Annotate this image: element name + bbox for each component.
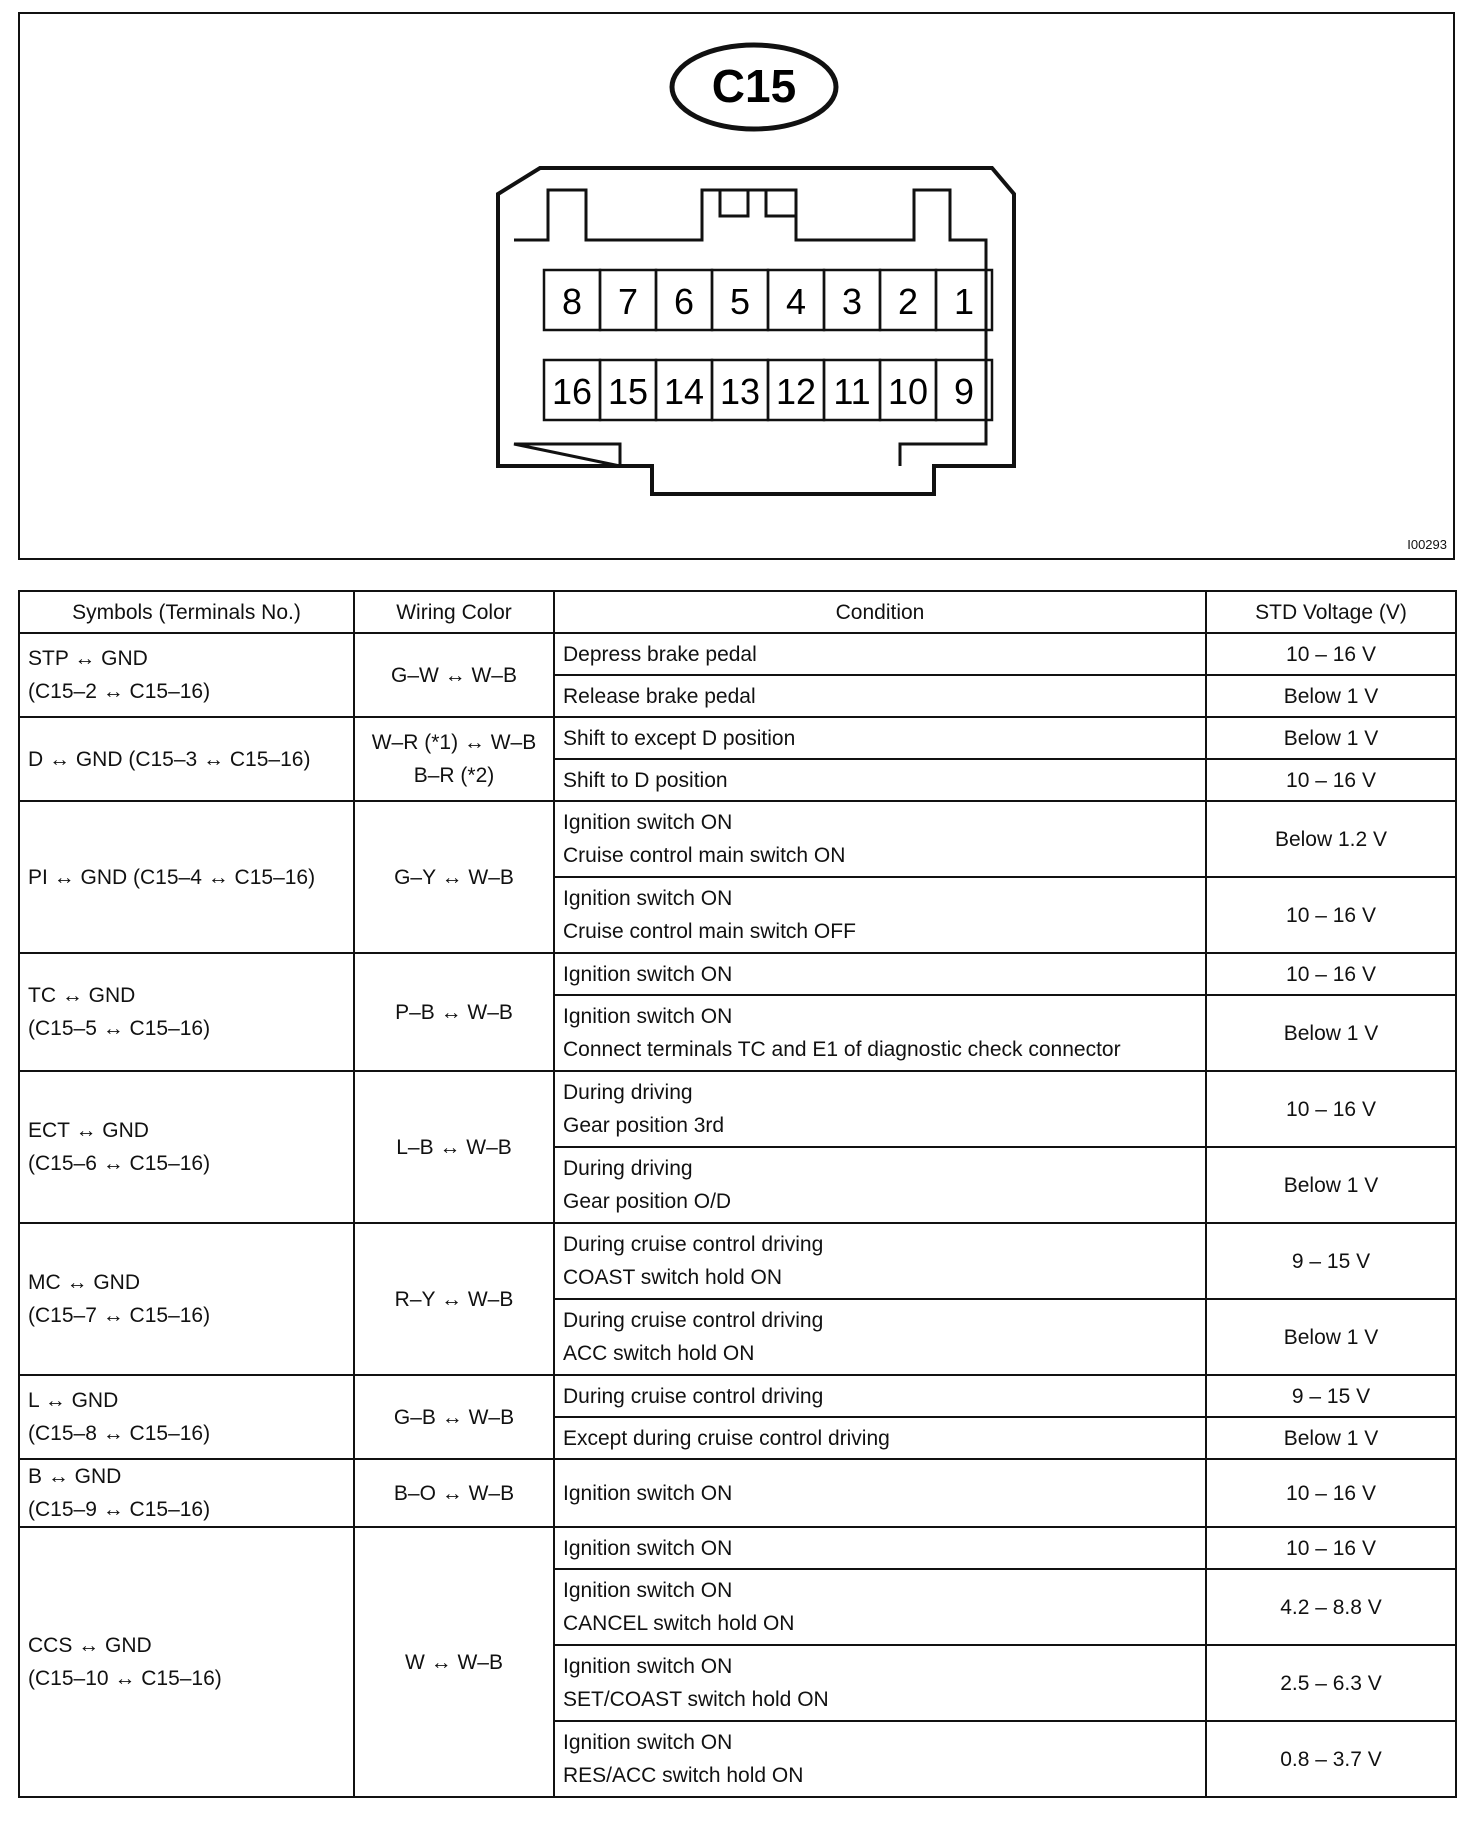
condition-cell bbox=[554, 1569, 1206, 1645]
wiring-color-cell bbox=[354, 1459, 554, 1527]
wiring-color-cell-line: P–B ↔ W–B bbox=[395, 1000, 513, 1024]
condition-cell-line: Ignition switch ON bbox=[563, 1655, 733, 1678]
condition-cell-line: SET/COAST switch hold ON bbox=[563, 1688, 829, 1711]
std-voltage-cell: 10 – 16 V bbox=[1206, 633, 1456, 675]
condition-cell-line: Shift to except D position bbox=[563, 726, 796, 750]
table-row bbox=[19, 1527, 1456, 1569]
condition-cell bbox=[554, 801, 1206, 877]
std-voltage-cell: 2.5 – 6.3 V bbox=[1206, 1645, 1456, 1721]
condition-cell-line: Connect terminals TC and E1 of diagnostic check connector bbox=[563, 1038, 1121, 1061]
pin-number: 4 bbox=[785, 281, 807, 322]
table-row bbox=[19, 1459, 1456, 1527]
pin-number: 16 bbox=[551, 371, 593, 412]
table-row bbox=[19, 633, 1456, 675]
condition-cell-line: Ignition switch ON bbox=[563, 1579, 733, 1602]
pin-number: 9 bbox=[953, 371, 975, 412]
condition-cell-line: Depress brake pedal bbox=[563, 642, 757, 666]
std-voltage-cell: Below 1 V bbox=[1206, 717, 1456, 759]
connector-diagram bbox=[18, 12, 1455, 560]
condition-cell bbox=[554, 1527, 1206, 1569]
condition-cell-line: Shift to D position bbox=[563, 768, 728, 792]
std-voltage-cell: 10 – 16 V bbox=[1206, 1527, 1456, 1569]
header-symbols: Symbols (Terminals No.) bbox=[19, 591, 354, 633]
symbol-cell bbox=[19, 1527, 354, 1797]
wiring-color-cell bbox=[354, 1375, 554, 1459]
symbol-cell bbox=[19, 633, 354, 717]
wiring-color-cell-line: B–O ↔ W–B bbox=[393, 1481, 515, 1505]
condition-cell-line: Ignition switch ON bbox=[563, 962, 733, 986]
pin-row-bottom bbox=[544, 360, 992, 420]
table-row bbox=[19, 801, 1456, 877]
symbol-cell-line: STP ↔ GND bbox=[28, 647, 148, 670]
pin-number: 14 bbox=[663, 371, 705, 412]
pin-number: 7 bbox=[617, 281, 639, 322]
condition-cell-line: During driving bbox=[563, 1081, 693, 1104]
pin-row-top bbox=[544, 270, 992, 330]
symbol-cell-line: ECT ↔ GND bbox=[28, 1119, 149, 1142]
wiring-color-cell-line: L–B ↔ W–B bbox=[396, 1135, 512, 1159]
std-voltage-cell: 10 – 16 V bbox=[1206, 877, 1456, 953]
std-voltage-cell: Below 1 V bbox=[1206, 1299, 1456, 1375]
condition-cell bbox=[554, 717, 1206, 759]
symbol-cell-line: TC ↔ GND bbox=[28, 984, 136, 1007]
std-voltage-cell: Below 1 V bbox=[1206, 1147, 1456, 1223]
symbol-cell-line: MC ↔ GND bbox=[28, 1271, 140, 1294]
wiring-color-cell bbox=[354, 717, 554, 801]
table-row bbox=[19, 1375, 1456, 1417]
symbol-cell-line: D ↔ GND (C15–3 ↔ C15–16) bbox=[28, 747, 311, 771]
symbol-cell-line: (C15–9 ↔ C15–16) bbox=[28, 1498, 211, 1521]
table-row bbox=[19, 717, 1456, 759]
symbol-cell-line: L ↔ GND bbox=[28, 1389, 119, 1412]
symbol-cell-line: B ↔ GND bbox=[28, 1465, 122, 1488]
std-voltage-cell: 0.8 – 3.7 V bbox=[1206, 1721, 1456, 1797]
std-voltage-cell: Below 1.2 V bbox=[1206, 801, 1456, 877]
condition-cell-line: During cruise control driving bbox=[563, 1384, 824, 1408]
wiring-color-cell bbox=[354, 1223, 554, 1375]
condition-cell bbox=[554, 675, 1206, 717]
pin-number: 1 bbox=[953, 281, 975, 322]
symbol-cell-line: PI ↔ GND (C15–4 ↔ C15–16) bbox=[28, 865, 316, 889]
connector-latch bbox=[720, 190, 796, 216]
std-voltage-cell: 10 – 16 V bbox=[1206, 759, 1456, 801]
pin-number: 5 bbox=[729, 281, 751, 322]
std-voltage-cell: 9 – 15 V bbox=[1206, 1223, 1456, 1299]
condition-cell bbox=[554, 1223, 1206, 1299]
condition-cell bbox=[554, 1721, 1206, 1797]
wiring-color-cell bbox=[354, 1071, 554, 1223]
condition-cell bbox=[554, 1375, 1206, 1417]
symbol-cell-line: (C15–2 ↔ C15–16) bbox=[28, 680, 211, 703]
condition-cell-line: Ignition switch ON bbox=[563, 887, 733, 910]
symbol-cell-line: (C15–5 ↔ C15–16) bbox=[28, 1017, 211, 1040]
wiring-color-cell-line: W ↔ W–B bbox=[405, 1650, 503, 1674]
pin-number: 15 bbox=[607, 371, 649, 412]
connector-drawing bbox=[20, 14, 1457, 562]
condition-cell-line: Cruise control main switch OFF bbox=[563, 920, 856, 943]
table-row bbox=[19, 953, 1456, 995]
wiring-color-cell-line: G–Y ↔ W–B bbox=[394, 865, 514, 889]
symbol-cell bbox=[19, 1223, 354, 1375]
symbol-cell-line: (C15–7 ↔ C15–16) bbox=[28, 1304, 211, 1327]
table-header-row bbox=[19, 591, 1456, 633]
wiring-color-cell bbox=[354, 1527, 554, 1797]
pin-number: 13 bbox=[719, 371, 761, 412]
std-voltage-cell: 4.2 – 8.8 V bbox=[1206, 1569, 1456, 1645]
std-voltage-cell: 9 – 15 V bbox=[1206, 1375, 1456, 1417]
pin-number: 8 bbox=[561, 281, 583, 322]
condition-cell-line: Ignition switch ON bbox=[563, 1005, 733, 1028]
pin-number: 12 bbox=[775, 371, 817, 412]
condition-cell-line: Gear position 3rd bbox=[563, 1114, 725, 1137]
condition-cell-line: Cruise control main switch ON bbox=[563, 844, 846, 867]
condition-cell bbox=[554, 953, 1206, 995]
condition-cell-line: COAST switch hold ON bbox=[563, 1266, 783, 1289]
wiring-color-cell-line: G–B ↔ W–B bbox=[393, 1405, 515, 1429]
symbol-cell bbox=[19, 1375, 354, 1459]
wiring-color-cell bbox=[354, 953, 554, 1071]
condition-cell-line: During driving bbox=[563, 1157, 693, 1180]
table-row bbox=[19, 1071, 1456, 1147]
condition-cell-line: RES/ACC switch hold ON bbox=[563, 1764, 804, 1787]
connector-label: C15 bbox=[711, 60, 797, 112]
std-voltage-cell: 10 – 16 V bbox=[1206, 1071, 1456, 1147]
condition-cell bbox=[554, 1071, 1206, 1147]
condition-cell-line: Ignition switch ON bbox=[563, 1536, 733, 1560]
symbol-cell-line: (C15–6 ↔ C15–16) bbox=[28, 1152, 211, 1175]
header-wiring-color: Wiring Color bbox=[354, 591, 554, 633]
symbol-cell-line: (C15–8 ↔ C15–16) bbox=[28, 1422, 211, 1445]
std-voltage-cell: Below 1 V bbox=[1206, 995, 1456, 1071]
wiring-color-cell-line: W–R (*1) ↔ W–B bbox=[371, 731, 537, 754]
condition-cell-line: Gear position O/D bbox=[563, 1190, 732, 1213]
std-voltage-cell: 10 – 16 V bbox=[1206, 953, 1456, 995]
pin-number: 2 bbox=[897, 281, 919, 322]
table-row bbox=[19, 1223, 1456, 1299]
std-voltage-cell: Below 1 V bbox=[1206, 675, 1456, 717]
condition-cell bbox=[554, 633, 1206, 675]
symbol-cell bbox=[19, 1459, 354, 1527]
pin-number: 3 bbox=[841, 281, 863, 322]
header-condition: Condition bbox=[554, 591, 1206, 633]
condition-cell bbox=[554, 995, 1206, 1071]
connector-cavity bbox=[514, 190, 986, 466]
condition-cell-line: Release brake pedal bbox=[563, 684, 756, 708]
terminal-voltage-table bbox=[18, 590, 1457, 1798]
condition-cell-line: CANCEL switch hold ON bbox=[563, 1612, 795, 1635]
condition-cell bbox=[554, 1645, 1206, 1721]
symbol-cell bbox=[19, 717, 354, 801]
pin-number: 10 bbox=[887, 371, 929, 412]
condition-cell-line: During cruise control driving bbox=[563, 1233, 824, 1256]
pin-number: 11 bbox=[833, 371, 871, 412]
condition-cell-line: Ignition switch ON bbox=[563, 1731, 733, 1754]
condition-cell bbox=[554, 1417, 1206, 1459]
wiring-color-cell-line: G–W ↔ W–B bbox=[390, 663, 517, 687]
pin-number: 6 bbox=[673, 281, 695, 322]
condition-cell-line: ACC switch hold ON bbox=[563, 1342, 755, 1365]
condition-cell-line: Ignition switch ON bbox=[563, 1481, 733, 1505]
symbol-cell-line: CCS ↔ GND bbox=[28, 1634, 152, 1657]
condition-cell-line: During cruise control driving bbox=[563, 1309, 824, 1332]
wiring-color-cell-line: R–Y ↔ W–B bbox=[394, 1287, 514, 1311]
condition-cell bbox=[554, 877, 1206, 953]
symbol-cell bbox=[19, 1071, 354, 1223]
std-voltage-cell: Below 1 V bbox=[1206, 1417, 1456, 1459]
symbol-cell-line: (C15–10 ↔ C15–16) bbox=[28, 1667, 222, 1690]
header-std-voltage: STD Voltage (V) bbox=[1206, 591, 1456, 633]
condition-cell-line: Except during cruise control driving bbox=[563, 1426, 890, 1450]
condition-cell bbox=[554, 1459, 1206, 1527]
condition-cell-line: Ignition switch ON bbox=[563, 811, 733, 834]
wiring-color-cell bbox=[354, 801, 554, 953]
wiring-color-cell-line: B–R (*2) bbox=[413, 764, 495, 787]
std-voltage-cell: 10 – 16 V bbox=[1206, 1459, 1456, 1527]
condition-cell bbox=[554, 759, 1206, 801]
wiring-color-cell bbox=[354, 633, 554, 717]
condition-cell bbox=[554, 1299, 1206, 1375]
condition-cell bbox=[554, 1147, 1206, 1223]
figure-id: I00293 bbox=[1407, 537, 1447, 552]
symbol-cell bbox=[19, 953, 354, 1071]
symbol-cell bbox=[19, 801, 354, 953]
